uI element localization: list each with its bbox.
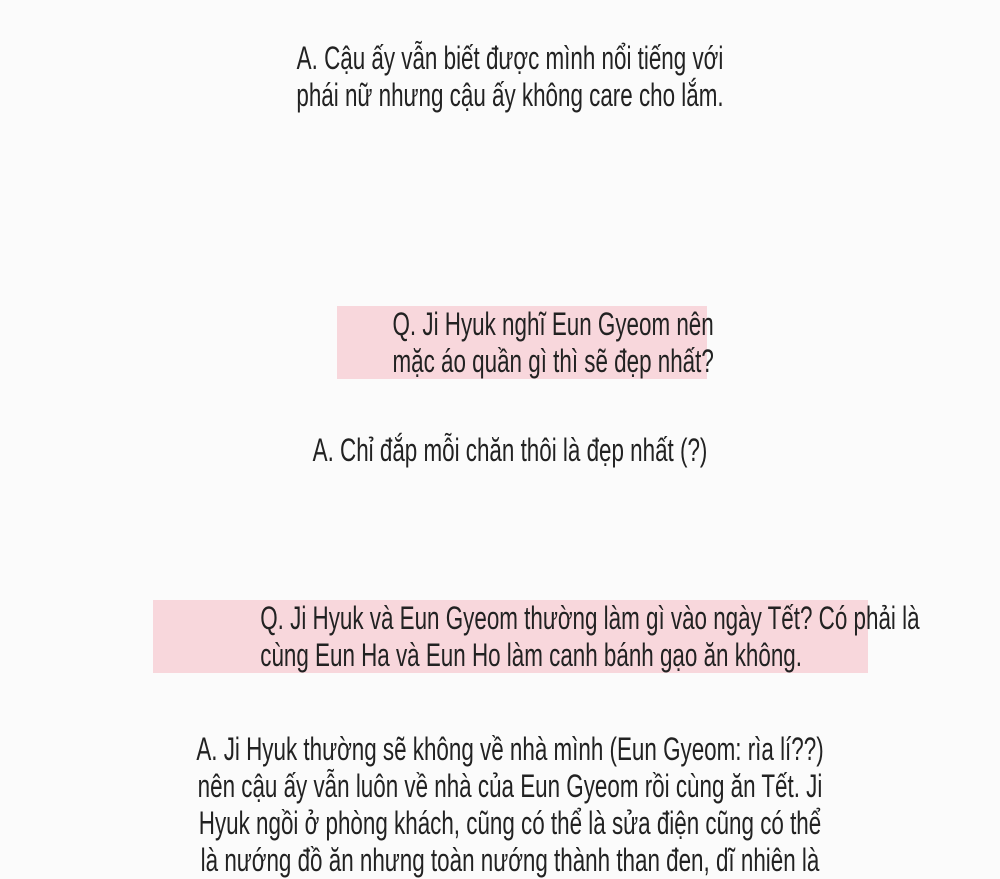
question-line: Q. Ji Hyuk nghĩ Eun Gyeom nên xyxy=(392,305,714,342)
question-line: mặc áo quần gì thì sẽ đẹp nhất? xyxy=(392,342,714,379)
question-highlight-box-tet xyxy=(153,599,920,673)
answer-line: là nướng đồ ăn nhưng toàn nướng thành than đen, dĩ nhiên là xyxy=(200,842,820,878)
answer-line: Hyuk ngồi ở phòng khách, cũng có thể là sửa điện cũng có thể xyxy=(198,805,822,841)
answer-line: phái nữ nhưng cậu ấy không care cho lắm. xyxy=(296,77,724,113)
answer-line: A. Cậu ấy vẫn biết được mình nổi tiếng với xyxy=(296,40,724,76)
answer-text-outfit xyxy=(20,432,1000,469)
question-line: Q. Ji Hyuk và Eun Gyeom thường làm gì vào ngày Tết? Có phải là xyxy=(260,599,920,636)
answer-line: A. Chỉ đắp mỗi chăn thôi là đẹp nhất (?) xyxy=(312,432,708,468)
question-highlight-box-outfit xyxy=(337,305,714,379)
question-line: cùng Eun Ha và Eun Ho làm canh bánh gạo ăn không. xyxy=(260,636,802,673)
answer-line: nên cậu ấy vẫn luôn về nhà của Eun Gyeom rồi cùng ăn Tết. Ji xyxy=(197,768,823,804)
answer-text-tet xyxy=(20,731,1000,879)
answer-line: A. Ji Hyuk thường sẽ không về nhà mình (Eun Gyeom: rìa lí??) xyxy=(196,731,824,767)
answer-text-popularity xyxy=(20,40,1000,114)
